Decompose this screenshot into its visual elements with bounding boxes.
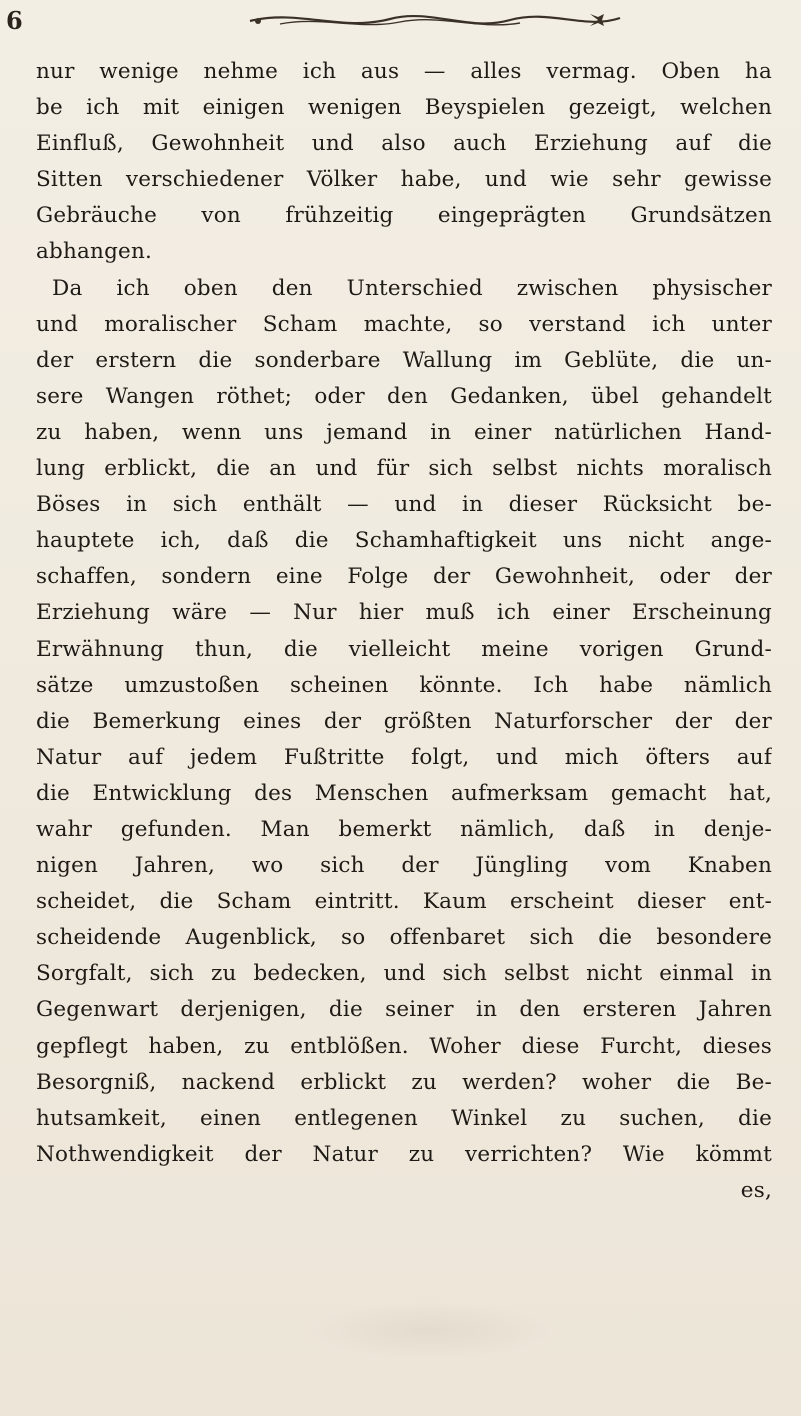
text-line: sätze umzustoßen scheinen könnte. Ich habe nämlich [36, 672, 772, 698]
text-line: der erstern die sonderbare Wallung im Geblüte, die un- [36, 347, 772, 373]
text-line: Besorgniß, nackend erblickt zu werden? woher die Be- [36, 1069, 772, 1095]
text-line: Nothwendigkeit der Natur zu verrichten? Wie kömmt [36, 1141, 772, 1167]
page-number: 6 [6, 6, 23, 35]
catchword: es, [740, 1177, 772, 1203]
text-line: abhangen. [36, 239, 153, 265]
text-line: sere Wangen röthet; oder den Gedanken, übel gehandelt [36, 383, 772, 409]
page-header [0, 0, 801, 44]
text-line: nigen Jahren, wo sich der Jüngling vom Knaben [36, 853, 772, 879]
text-line: wahr gefunden. Man bemerkt nämlich, daß in denje- [36, 816, 772, 842]
paper-stain [300, 1300, 560, 1360]
text-line: hauptete ich, daß die Schamhaftigkeit uns nicht ange- [36, 528, 772, 554]
text-line: Da ich oben den Unterschied zwischen physischer [52, 275, 772, 301]
text-line: Böses in sich enthält — und in dieser Rücksicht be- [36, 492, 772, 518]
text-line: nur wenige nehme ich aus — alles vermag. Oben ha [36, 59, 772, 84]
text-line: be ich mit einigen wenigen Beyspielen gezeigt, welchen [36, 95, 772, 121]
text-line: hutsamkeit, einen entlegenen Winkel zu suchen, die [36, 1105, 772, 1131]
text-line: die Bemerkung eines der größten Naturforscher der der [36, 708, 772, 734]
text-line: Erziehung wäre — Nur hier muß ich einer Erscheinung [36, 600, 772, 626]
text-line: Natur auf jedem Fußtritte folgt, und mich öfters auf [36, 744, 772, 770]
text-line: zu haben, wenn uns jemand in einer natürlichen Hand- [36, 419, 772, 445]
text-line: Erwähnung thun, die vielleicht meine vorigen Grund- [36, 636, 772, 662]
page-body-text [36, 54, 772, 1209]
text-line: scheidet, die Scham eintritt. Kaum erscheint dieser ent- [36, 889, 772, 915]
decorative-rule-ornament-icon [240, 4, 630, 38]
text-line: und moralischer Scham machte, so verstand ich unter [36, 311, 772, 337]
text-line: Gebräuche von frühzeitig eingeprägten Grundsätzen [36, 203, 772, 229]
text-line: scheidende Augenblick, so offenbaret sich die besondere [36, 925, 772, 951]
text-line: Gegenwart derjenigen, die seiner in den ersteren Jahren [36, 997, 772, 1023]
text-line: die Entwicklung des Menschen aufmerksam gemacht hat, [36, 780, 772, 806]
text-line: Einfluß, Gewohnheit und also auch Erziehung auf die [36, 131, 772, 157]
text-line: lung erblickt, die an und für sich selbst nichts moralisch [36, 456, 772, 482]
text-line: schaffen, sondern eine Folge der Gewohnheit, oder der [36, 564, 772, 590]
text-line: gepflegt haben, zu entblößen. Woher diese Furcht, dieses [36, 1033, 772, 1059]
text-line: Sitten verschiedener Völker habe, und wie sehr gewisse [36, 167, 772, 193]
text-line: Sorgfalt, sich zu bedecken, und sich selbst nicht einmal in [36, 961, 772, 987]
